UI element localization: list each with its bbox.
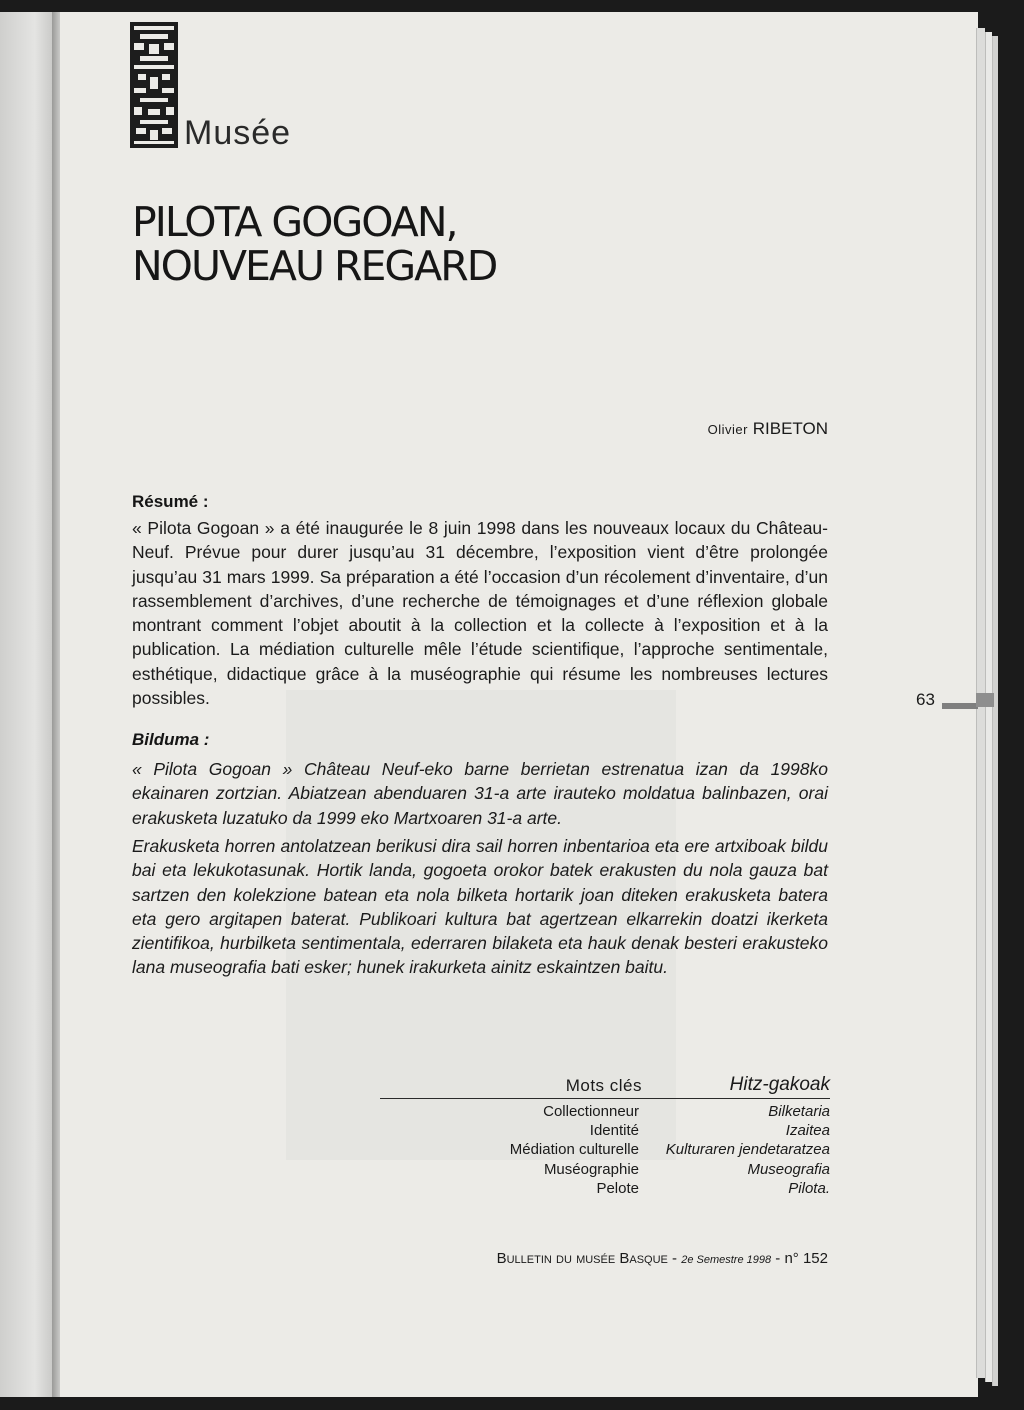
keyword-fr: Identité (589, 1122, 639, 1140)
title-line: PILOTA GOGOAN, (132, 198, 457, 246)
page-edge (985, 32, 992, 1382)
keyword-eu: Pilota. (788, 1179, 830, 1197)
keyword-row (380, 1122, 830, 1141)
keyword-row (380, 1141, 830, 1160)
footer-separator: - (667, 1250, 682, 1267)
section-label: Musée (184, 114, 292, 152)
keywords-heading-fr: Mots clés (565, 1076, 642, 1095)
title-line: NOUVEAU REGARD (132, 242, 497, 290)
resume-text: « Pilota Gogoan » a été inaugurée le 8 juin 1998 dans les nouveaux locaux du Château-Neuf. Prévue pour durer jusqu’au 31 décembre, l’exposition vient d’être prolongée jusqu’au 31 mars 1999. Sa préparation a été l’occasion d’un récolement d’inventaire, d’un rassemblement d’archives, d’une recherche de témoignages et d’une réflexion globale montrant comment l’objet aboutit à la collection et la collecte à l’exposition et à la publication. La médiation culturelle mêle l’étude scientifique, l’approche sentimentale, esthétique, didactique grâce à la muséographie qui résume les nombreuses lectures possibles. (132, 518, 828, 709)
author (560, 419, 828, 439)
footer-separator: - (771, 1250, 785, 1267)
keyword-eu: Bilketaria (768, 1103, 830, 1120)
keywords-header (380, 1072, 830, 1099)
keyword-fr: Collectionneur (543, 1103, 639, 1120)
resume-heading: Résumé : (132, 492, 209, 511)
keyword-row (380, 1161, 830, 1180)
keyword-fr: Muséographie (543, 1160, 639, 1178)
bilduma-paragraph: Erakusketa horren antolatzean berikusi dira sail horren inbentarioa eta ere artxiboak bildu bai eta lekukotasunak. Hortik landa, gogoeta orokor batek erakusten du nola gauza bat sartzen den kolekzione batean eta nola bilketa hortarik joan diteken erakusketa batera eta gero argitapen baterat. Publikoari kultura bat agertzean elkarrekin doatzi ikerketa zientifikoa, hurbilketa sentimentala, ederraren bilaketa eta hauk denak besteri erakusteko lana museografia bati esker; hunek irakurketa ainitz eskaintzen baitu. (132, 836, 828, 978)
article-title (132, 200, 496, 288)
keyword-eu: Museografia (747, 1160, 830, 1178)
bilduma-heading: Bilduma : (132, 730, 210, 749)
page-marker-tab-edge (976, 693, 994, 707)
keyword-eu: Kulturaren jendetaratzea (665, 1141, 830, 1159)
keyword-row (380, 1103, 830, 1122)
keywords-heading-eu: Hitz-gakoak (729, 1074, 830, 1095)
bulletin-title: Bulletin du musée Basque (496, 1250, 668, 1267)
keyword-row (380, 1180, 830, 1199)
keyword-fr: Médiation culturelle (509, 1141, 639, 1159)
keywords-table (380, 1072, 830, 1199)
author-first-name: Olivier (707, 422, 748, 437)
keyword-eu: Izaitea (785, 1122, 830, 1140)
bulletin-edition: 2e Semestre 1998 (681, 1254, 772, 1266)
left-page-edge (0, 12, 58, 1397)
keyword-fr: Pelote (596, 1179, 639, 1197)
page-marker-tab (942, 703, 978, 709)
bilduma-paragraph: « Pilota Gogoan » Château Neuf-eko barne berrietan estrenatua izan da 1998ko ekainaren zortzian. Abiatzean abenduaren 31-a arte irauteko moldatua balinbazen, orai erakusketa luzatuko da 1999 eko Martxoaren 31-a arte. (132, 759, 828, 828)
keywords-list (380, 1099, 830, 1199)
page-edge (992, 36, 998, 1386)
page-footer (380, 1250, 828, 1267)
basque-ornament-logo (130, 22, 178, 148)
page-number: 63 (916, 690, 935, 709)
bulletin-number: n° 152 (784, 1250, 828, 1267)
author-last-name: RIBETON (752, 419, 828, 438)
